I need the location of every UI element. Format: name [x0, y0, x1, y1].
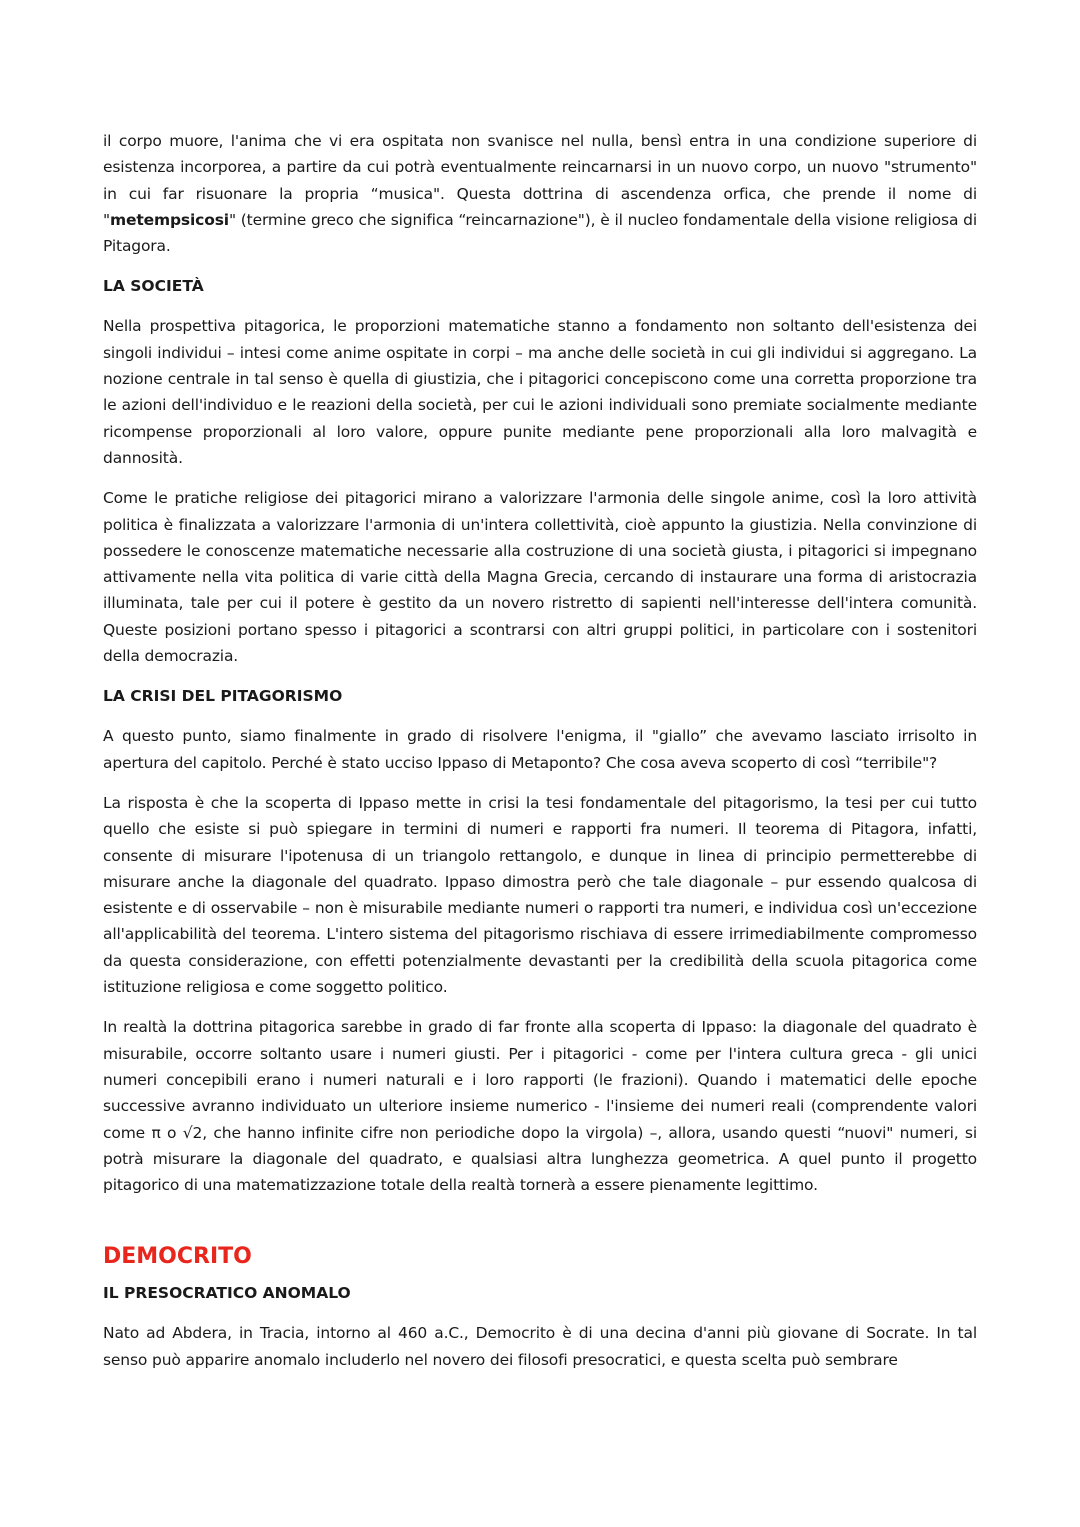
paragraph-metempsicosi — [103, 128, 977, 259]
page-content — [103, 128, 977, 1387]
heading-crisi-pitagorismo: LA CRISI DEL PITAGORISMO — [103, 687, 343, 706]
bold-term-metempsicosi: metempsicosi — [109, 210, 229, 229]
paragraph-democrito-1: Nato ad Abdera, in Tracia, intorno al 460 a.C., Democrito è di una decina d'anni più giovane di Socrate. In tal senso può apparire anomalo includerlo nel novero dei filosofi presocratici, e questa scelta può sembrare — [103, 1324, 977, 1369]
paragraph-societa-2: Come le pratiche religiose dei pitagorici mirano a valorizzare l'armonia delle singole anime, così la loro attività politica è finalizzata a valorizzare l'armonia di un'intera collettività, cioè appunto la giustizia. Nella convinzione di possedere le conoscenze matematiche necessarie alla costruzione di una società giusta, i pitagorici si impegnano attivamente nella vita politica di varie città della Magna Grecia, cercando di instaurare una forma di aristocrazia illuminata, tale per cui il potere è gestito da un novero ristretto di sapienti nell'interesse dell'intera comunità. Queste posizioni portano spesso i pitagorici a scontrarsi con altri gruppi politici, in particolare con i sostenitori della democrazia. — [103, 489, 977, 666]
heading-presocratico-anomalo: IL PRESOCRATICO ANOMALO — [103, 1284, 351, 1303]
paragraph-societa-1: Nella prospettiva pitagorica, le proporzioni matematiche stanno a fondamento non soltanto dell'esistenza dei singoli individui – intesi come anime ospitate in corpi – ma anche delle società in cui gli individui si aggregano. La nozione centrale in tal senso è quella di giustizia, che i pitagorici concepiscono come una corretta proporzione tra le azioni dell'individuo e le reazioni della società, per cui le azioni individuali sono premiate socialmente mediante ricompense proporzionali al loro valore, oppure punite mediante pene proporzionali alla loro malvagità e dannosità. — [103, 317, 977, 467]
paragraph-crisi-3: In realtà la dottrina pitagorica sarebbe in grado di far fronte alla scoperta di Ippaso: la diagonale del quadrato è misurabile, occorre soltanto usare i numeri giusti. Per i pitagorici - come per l'intera cultura greca - gli unici numeri concepibili erano i numeri naturali e i loro rapporti (le frazioni). Quando i matematici delle epoche successive avranno individuato un ulteriore insieme numerico - l'insieme dei numeri reali (comprendente valori come π o √2, che hanno infinite cifre non periodiche dopo la virgola) –, allora, usando questi “nuovi" numeri, si potrà misurare la diagonale del quadrato, e qualsiasi altra lunghezza geometrica. A quel punto il progetto pitagorico di una matematizzazione totale della realtà tornerà a essere pienamente legittimo. — [103, 1018, 977, 1195]
section-title-democrito: DEMOCRITO — [103, 1244, 252, 1270]
paragraph-crisi-2: La risposta è che la scoperta di Ippaso mette in crisi la tesi fondamentale del pitagorismo, la tesi per cui tutto quello che esiste si può spiegare in termini di numeri e rapporti fra numeri. Il teorema di Pitagora, infatti, consente di misurare l'ipotenusa di un triangolo rettangolo, e dunque in linea di principio permetterebbe di misurare anche la diagonale del quadrato. Ippaso dimostra però che tale diagonale – pur essendo qualcosa di esistente e di osservabile – non è misurabile mediante numeri o rapporti tra numeri, e individua così un'eccezione all'applicabilità del teorema. L'intero sistema del pitagorismo rischiava di essere irrimediabilmente compromesso da questa considerazione, con effetti potenzialmente devastanti per la credibilità della scuola pitagorica come istituzione religiosa e come soggetto politico. — [103, 793, 977, 997]
heading-la-societa: LA SOCIETÀ — [103, 277, 204, 296]
paragraph-text: " (termine greco che significa “reincarnazione"), è il nucleo fondamentale della visione religiosa di Pitagora. — [103, 210, 977, 256]
paragraph-text: il corpo muore, l'anima che vi era ospitata non svanisce nel nulla, bensì entra in una condizione superiore di esistenza incorporea, a partire da cui potrà eventualmente reincarnarsi in un nuovo corpo, un nuovo "strumento" in cui far risuonare la propria “musica". Questa dottrina di ascendenza orfica, che prende il nome di " — [103, 132, 977, 229]
paragraph-crisi-1: A questo punto, siamo finalmente in grado di risolvere l'enigma, il "giallo” che avevamo lasciato irrisolto in apertura del capitolo. Perché è stato ucciso Ippaso di Metaponto? Che cosa aveva scoperto di così “terribile"? — [103, 727, 977, 772]
